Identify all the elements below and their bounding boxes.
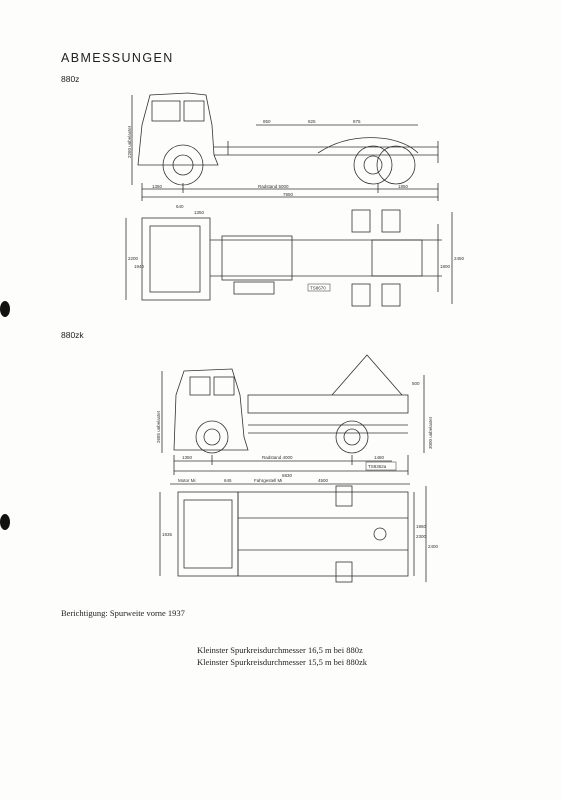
model-label-880zk: 880zk <box>61 330 84 340</box>
binder-hole-top <box>0 301 10 317</box>
dim-880zk-top-a: 645 <box>224 478 232 483</box>
dim-880z-top-a: 640 <box>176 204 184 209</box>
dim-880zk-length: 6830 <box>282 473 293 478</box>
dim-880z-length: 7950 <box>283 192 294 197</box>
dim-880zk-top-motor: Motor Mi <box>178 478 196 483</box>
drawing-880zk-side <box>152 355 442 480</box>
correction-note: Berichtigung: Spurweite vorne 1937 <box>61 608 185 618</box>
dim-880z-top-b: 1350 <box>194 210 205 215</box>
dim-880zk-tip-a: 500 <box>412 381 420 386</box>
binder-hole-bottom <box>0 514 10 530</box>
dim-880z-a: 850 <box>263 119 271 124</box>
drawing-880z-top <box>122 200 465 315</box>
drawing-number-880z: TS8670 <box>310 285 326 291</box>
dim-880zk-wheelbase: Radstand 4000 <box>262 455 293 460</box>
dim-880zk-height: 2685 unbelastet <box>156 410 161 443</box>
dim-880zk-top-c: 1935 <box>162 532 173 537</box>
dim-880zk-top-b: 4500 <box>318 478 329 483</box>
turning-circle-880zk: Kleinster Spurkreisdurchmesser 15,5 m bei 880zk <box>197 657 367 667</box>
dim-880zk-top-d: 1950 <box>416 524 427 529</box>
drawing-number-880zk: TS8362a <box>368 464 387 469</box>
dim-880z-wheelbase: Radstand 5000 <box>258 184 289 189</box>
drawing-880z-side <box>128 85 458 205</box>
dim-880zk-front-overhang: 1350 <box>182 455 193 460</box>
page-title: ABMESSUNGEN <box>61 51 174 65</box>
dim-880z-height: 2260 unbelastet <box>127 125 132 158</box>
drawing-880zk-top <box>150 478 440 583</box>
dim-880z-b: 825 <box>308 119 316 124</box>
turning-circle-880z: Kleinster Spurkreisdurchmesser 16,5 m bei 880z <box>197 645 363 655</box>
dim-880z-front-overhang: 1350 <box>152 184 163 189</box>
model-label-880z: 880z <box>61 74 80 84</box>
dim-880zk-top-f: 2400 <box>428 544 439 549</box>
dim-880z-top-f: 1800 <box>440 264 451 269</box>
dim-880zk-top-chassis: Fahrgestell Mi <box>254 478 283 483</box>
dim-880z-top-d: 1940 <box>134 264 145 269</box>
dim-880z-top-c: 2200 <box>128 256 139 261</box>
dim-880z-rear-overhang: 1850 <box>398 184 409 189</box>
dim-880z-top-e: 2450 <box>454 256 465 261</box>
dim-880zk-rear-overhang: 1480 <box>374 455 385 460</box>
dim-880zk-tip-height: 3000 unbelastet <box>428 416 433 449</box>
dim-880zk-top-e: 2300 <box>416 534 427 539</box>
dim-880z-c: 875 <box>353 119 361 124</box>
